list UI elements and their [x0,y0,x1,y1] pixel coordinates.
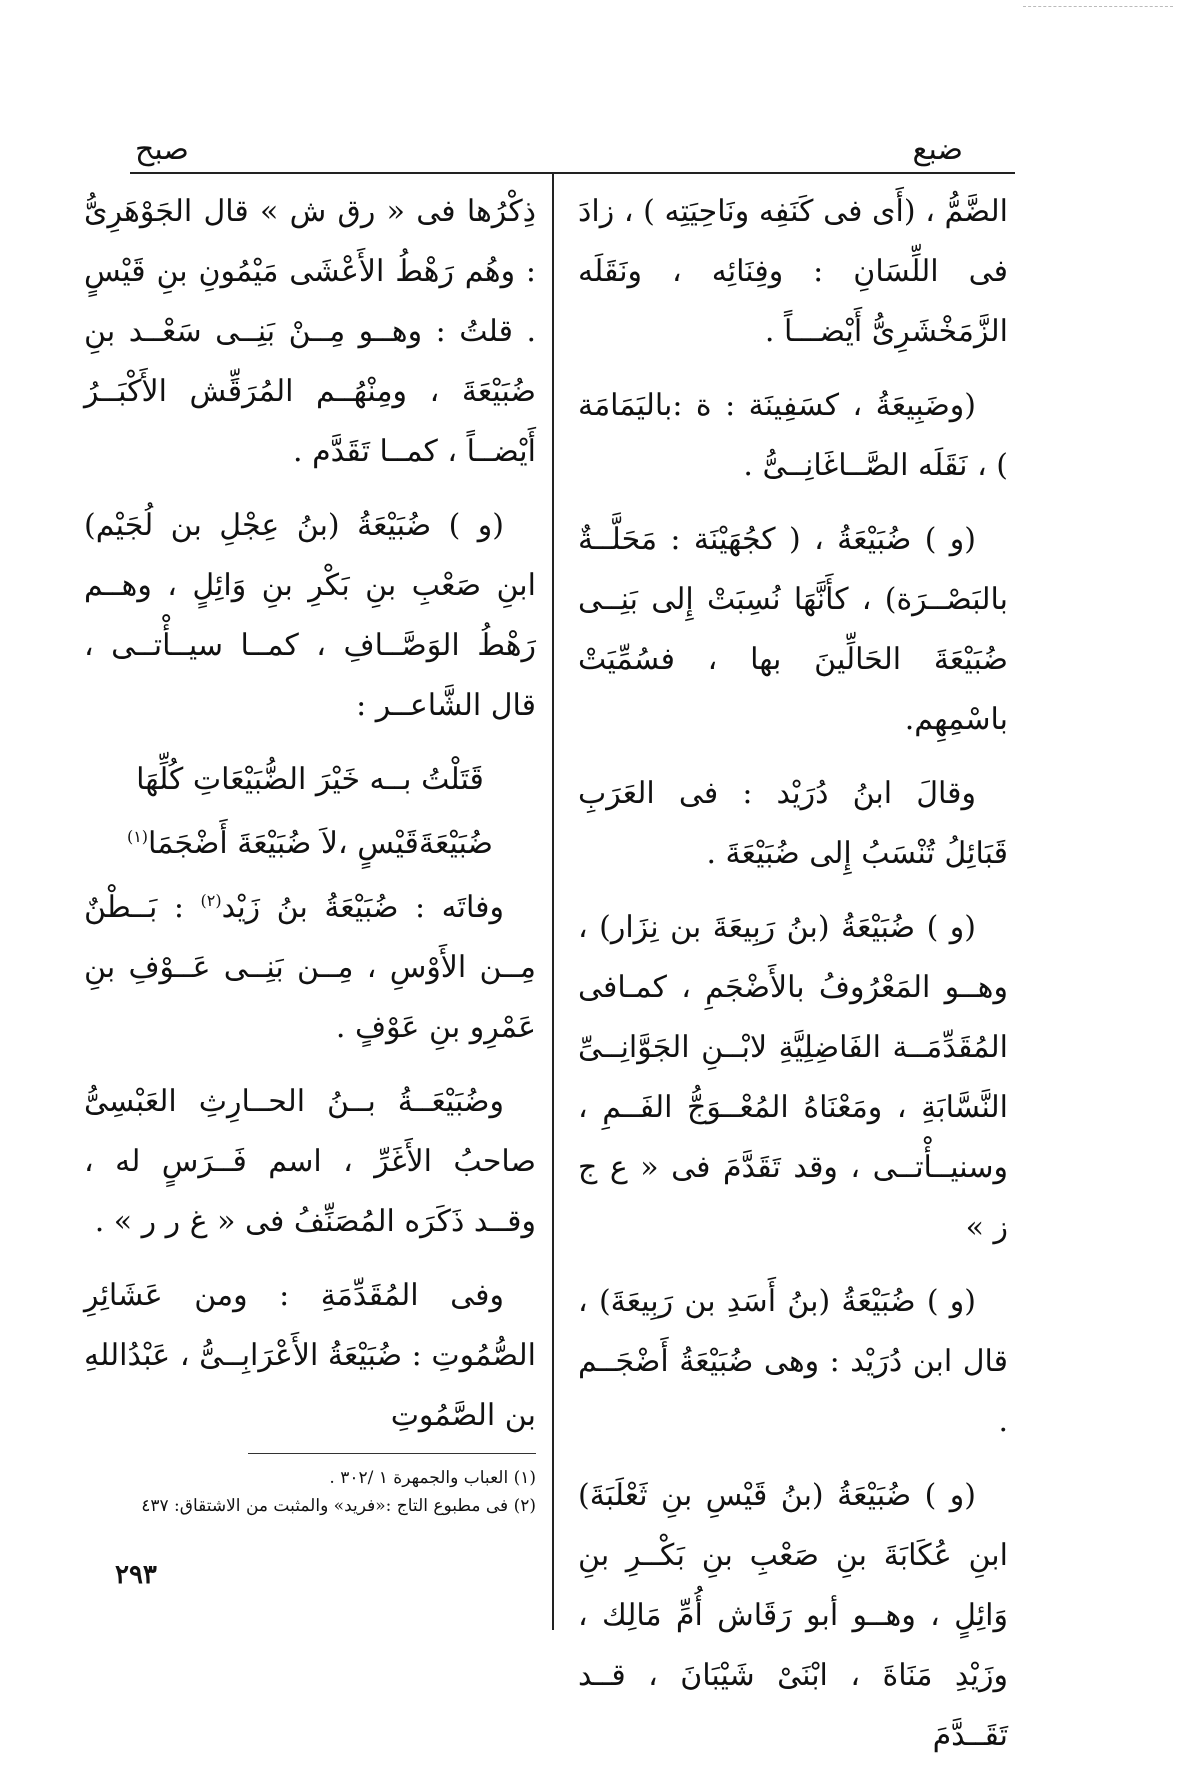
paragraph: (و ) ضُبَيْعَةُ (بنُ قَيْسِ بنِ ثَعْلَبَةَ) ابنِ عُكَابَةَ بنِ صَعْبِ بنِ بَكْــرِ بنِ وَائِلٍ ، وهــو أبو رَقَاش أُمِّ مَالِك ، وزَيْدِ مَنَاةَ ، ابْنَىْ شَيْبَانَ ، قــد تَقَــدَّمَ [578,1478,1008,1753]
paragraph: ذِكْرُها فى « رق ش » قال الجَوْهَرِىُّ : وهُم رَهْطُ الأَعْشَى مَيْمُونِ بنِ قَيْسٍ . قلتُ : وهــو مِــنْ بَنِــى سَعْــد بنِ ضُبَيْعَةَ ، ومِنْهُــم المُرَقِّش الأَكْبَــرُ أَيْضــاً ، كمــا تَقَدَّم . [84,194,536,469]
top-dash-line [1023,6,1173,7]
verse-line: قَتَلْتُ بــه خَيْرَ الضُّبَيْعَاتِ كُلِّهَا [136,762,484,797]
header-left-root: صبح [135,132,189,167]
page-number: ٢٩٣ [115,1560,157,1590]
footnote-marker: (٢) [200,891,222,910]
paragraph: (و ) ضُبَيْعَةُ (بنُ أَسَدِ بن رَبِيعَةَ) ، قال ابن دُرَيْد : وهى ضُبَيْعَةُ أَضْجَــم . [578,1284,1008,1439]
right-column [578,182,1008,1780]
left-column [84,182,536,1460]
footnote-marker: (١) [126,827,149,846]
paragraph: وضُبَيْعَــةُ بــنُ الحــارِثِ العَبْسِىُّ صاحبُ الأَغَرِّ ، اسم فَــرَسٍ له ، وقــد ذَكَرَه المُصَنِّفُ فى « غ ر ر » . [84,1084,536,1239]
paragraph: (وضَبِيعَةُ ، كسَفِينَة : ة :باليَمَامَة ) ، نَقَلَه الصَّــاغَانِــىُّ . [578,388,1008,483]
header-right-root: ضبع [912,132,963,167]
column-divider [552,172,554,1630]
paragraph [84,878,536,1058]
footnotes [84,1464,536,1520]
footnote: (١) العباب والجمهرة ١ /٣٠٢ . [329,1468,536,1488]
verse-line [84,814,536,874]
paragraph: (و ) ضُبَيْعَةُ (بنُ رَبِيعَةَ بن نِزَار) ، وهــو المَعْرُوفُ بالأَضْجَمِ ، كمـافى المُقَدِّمَــة الفَاضِلِيَّةِ لابْــنِ الجَوَّانِــىِّ النَّسَّابَةِ ، ومَعْنَاهُ المُعْــوَجُّ الفَــمِ ، وسنيــأْتــى ، وقد تَقَدَّمَ فى « ع ج ز » [578,910,1008,1245]
paragraph: الضَّمُّ ، (أَى فى كَنَفِه ونَاحِيَتِه ) ، زادَ فى اللِّسَانِ : وفِنَائِه ، ونَقَلَه الزَّمَخْشَرِىُّ أَيْضـــاً . [578,194,1008,349]
paragraph-text: : بَــطْنٌ مِــن الأَوْسِ ، مِــن بَنِــى عَــوْفِ بنِ عَمْرِو بنِ عَوْفٍ . [84,890,536,1045]
footnote-rule [248,1453,536,1454]
header-rule [130,172,1015,174]
paragraph: (و ) ضُبَيْعَةُ (بنُ عِجْلِ بن لُجَيْم) ابنِ صَعْبِ بنِ بَكْرِ بنِ وَائِلٍ ، وهــم رَهْطُ الوَصَّــافِ ، كمــا سيــأْتــى ، قال الشَّاعــر : [84,508,536,723]
paragraph: وفى المُقَدِّمَةِ : ومن عَشَائِرِ الصُّمُوتِ : ضُبَيْعَةُ الأَعْرَابِــىُّ ، عَبْدُاللهِ بن الصَّمُوتِ [84,1278,536,1433]
paragraph: (و ) ضُبَيْعَةُ ، ( كجُهَيْنَة : مَحَلَّــةٌ بالبَصْــرَة) ، كأَنَّهَا نُسِبَتْ إِلى بَنِــى ضُبَيْعَةَ الحَالِّينَ بها ، فسُمِّيَتْ باسْمِهِم. [578,522,1008,737]
paragraph: وقالَ ابنُ دُرَيْد : فى العَرَبِ قَبَائِلُ تُنْسَبُ إِلى ضُبَيْعَةَ . [578,776,1008,871]
verse-text: ضُبَيْعَةَقَيْسٍ ،لاَ ضُبَيْعَةَ أَضْجَمَا [148,826,494,861]
paragraph-text: وفاتَه : ضُبَيْعَةُ بنُ زَيْد [221,890,504,925]
footnote: (٢) فى مطبوع التاج :«فريد» والمثبت من الاشتقاق: ٤٣٧ [141,1496,536,1516]
